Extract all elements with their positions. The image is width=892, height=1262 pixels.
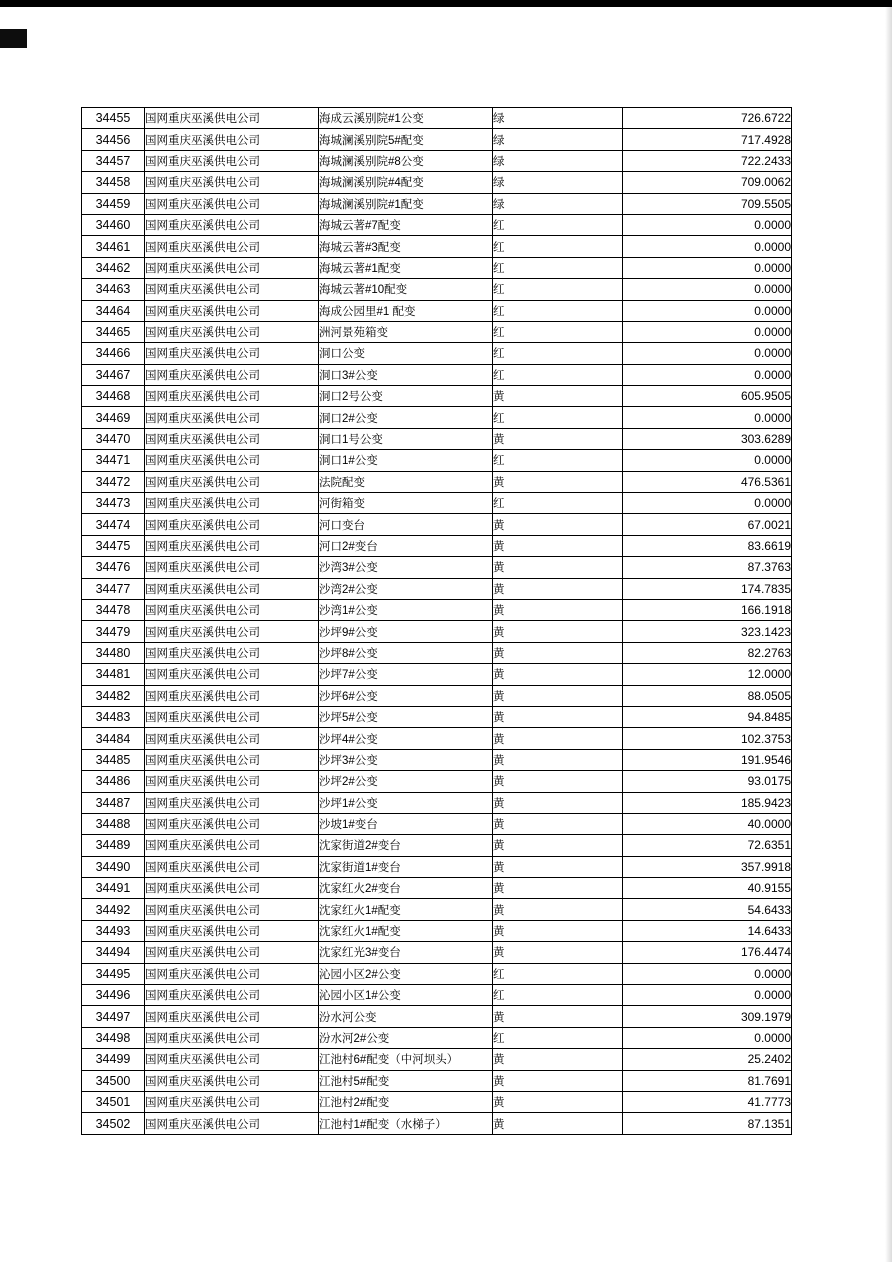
row-id-cell: 34483	[82, 706, 145, 727]
row-id-cell: 34500	[82, 1070, 145, 1091]
table-row	[82, 1070, 792, 1091]
row-id-cell: 34485	[82, 749, 145, 770]
status-color-cell: 红	[493, 364, 623, 385]
station-name-cell: 沈家街道2#变台	[319, 835, 493, 856]
table-row	[82, 749, 792, 770]
company-cell: 国网重庆巫溪供电公司	[145, 749, 319, 770]
table-row	[82, 1113, 792, 1134]
company-cell: 国网重庆巫溪供电公司	[145, 300, 319, 321]
company-cell: 国网重庆巫溪供电公司	[145, 364, 319, 385]
row-id-cell: 34489	[82, 835, 145, 856]
table-row	[82, 920, 792, 941]
company-cell: 国网重庆巫溪供电公司	[145, 257, 319, 278]
status-color-cell: 绿	[493, 172, 623, 193]
table-row	[82, 214, 792, 235]
row-id-cell: 34461	[82, 236, 145, 257]
station-name-cell: 沁园小区1#公变	[319, 985, 493, 1006]
value-cell: 0.0000	[623, 493, 792, 514]
table-row	[82, 343, 792, 364]
station-name-cell: 沙坡1#变台	[319, 813, 493, 834]
table-row	[82, 279, 792, 300]
status-color-cell: 黄	[493, 642, 623, 663]
company-cell: 国网重庆巫溪供电公司	[145, 899, 319, 920]
status-color-cell: 黄	[493, 856, 623, 877]
status-color-cell: 黄	[493, 749, 623, 770]
row-id-cell: 34502	[82, 1113, 145, 1134]
company-cell: 国网重庆巫溪供电公司	[145, 407, 319, 428]
status-color-cell: 红	[493, 407, 623, 428]
top-bar	[0, 0, 892, 7]
value-cell: 88.0505	[623, 685, 792, 706]
table-row	[82, 493, 792, 514]
status-color-cell: 红	[493, 257, 623, 278]
table-row	[82, 899, 792, 920]
status-color-cell: 黄	[493, 685, 623, 706]
row-id-cell: 34462	[82, 257, 145, 278]
value-cell: 0.0000	[623, 1027, 792, 1048]
row-id-cell: 34468	[82, 386, 145, 407]
value-cell: 166.1918	[623, 599, 792, 620]
status-color-cell: 黄	[493, 771, 623, 792]
station-name-cell: 沙湾3#公变	[319, 557, 493, 578]
company-cell: 国网重庆巫溪供电公司	[145, 386, 319, 407]
table-row	[82, 792, 792, 813]
value-cell: 12.0000	[623, 664, 792, 685]
station-name-cell: 河口2#变台	[319, 535, 493, 556]
station-name-cell: 洞口公变	[319, 343, 493, 364]
value-cell: 72.6351	[623, 835, 792, 856]
station-name-cell: 海成公园里#1 配变	[319, 300, 493, 321]
value-cell: 0.0000	[623, 985, 792, 1006]
station-name-cell: 洞口1号公变	[319, 428, 493, 449]
company-cell: 国网重庆巫溪供电公司	[145, 535, 319, 556]
status-color-cell: 黄	[493, 535, 623, 556]
status-color-cell: 黄	[493, 1113, 623, 1134]
status-color-cell: 黄	[493, 728, 623, 749]
station-name-cell: 河口变台	[319, 514, 493, 535]
table-row	[82, 428, 792, 449]
station-name-cell: 沙湾2#公变	[319, 578, 493, 599]
company-cell: 国网重庆巫溪供电公司	[145, 493, 319, 514]
company-cell: 国网重庆巫溪供电公司	[145, 813, 319, 834]
status-color-cell: 黄	[493, 578, 623, 599]
value-cell: 83.6619	[623, 535, 792, 556]
company-cell: 国网重庆巫溪供电公司	[145, 236, 319, 257]
row-id-cell: 34490	[82, 856, 145, 877]
station-name-cell: 洲河景苑箱变	[319, 321, 493, 342]
company-cell: 国网重庆巫溪供电公司	[145, 1027, 319, 1048]
company-cell: 国网重庆巫溪供电公司	[145, 599, 319, 620]
value-cell: 40.9155	[623, 878, 792, 899]
row-id-cell: 34480	[82, 642, 145, 663]
row-id-cell: 34459	[82, 193, 145, 214]
company-cell: 国网重庆巫溪供电公司	[145, 835, 319, 856]
station-name-cell: 沙坪7#公变	[319, 664, 493, 685]
value-cell: 303.6289	[623, 428, 792, 449]
table-row	[82, 621, 792, 642]
table-row	[82, 835, 792, 856]
status-color-cell: 黄	[493, 899, 623, 920]
value-cell: 0.0000	[623, 300, 792, 321]
company-cell: 国网重庆巫溪供电公司	[145, 856, 319, 877]
station-name-cell: 洞口1#公变	[319, 450, 493, 471]
table-row	[82, 856, 792, 877]
station-name-cell: 沙坪2#公变	[319, 771, 493, 792]
station-name-cell: 沈家红光3#变台	[319, 942, 493, 963]
station-name-cell: 沈家红火1#配变	[319, 899, 493, 920]
station-name-cell: 沙坪9#公变	[319, 621, 493, 642]
value-cell: 709.0062	[623, 172, 792, 193]
table-row	[82, 193, 792, 214]
station-name-cell: 海城云著#3配变	[319, 236, 493, 257]
value-cell: 605.9505	[623, 386, 792, 407]
status-color-cell: 黄	[493, 942, 623, 963]
station-name-cell: 沙坪4#公变	[319, 728, 493, 749]
station-name-cell: 汾水河2#公变	[319, 1027, 493, 1048]
row-id-cell: 34497	[82, 1006, 145, 1027]
company-cell: 国网重庆巫溪供电公司	[145, 942, 319, 963]
row-id-cell: 34457	[82, 150, 145, 171]
table-row	[82, 963, 792, 984]
table-row	[82, 706, 792, 727]
table-row	[82, 450, 792, 471]
station-name-cell: 洞口3#公变	[319, 364, 493, 385]
station-name-cell: 海城澜溪别院#1配变	[319, 193, 493, 214]
status-color-cell: 红	[493, 450, 623, 471]
status-color-cell: 黄	[493, 428, 623, 449]
row-id-cell: 34474	[82, 514, 145, 535]
status-color-cell: 黄	[493, 514, 623, 535]
company-cell: 国网重庆巫溪供电公司	[145, 1006, 319, 1027]
row-id-cell: 34458	[82, 172, 145, 193]
table-row	[82, 150, 792, 171]
row-id-cell: 34487	[82, 792, 145, 813]
table-row	[82, 129, 792, 150]
value-cell: 82.2763	[623, 642, 792, 663]
status-color-cell: 黄	[493, 386, 623, 407]
value-cell: 14.6433	[623, 920, 792, 941]
value-cell: 93.0175	[623, 771, 792, 792]
row-id-cell: 34477	[82, 578, 145, 599]
row-id-cell: 34481	[82, 664, 145, 685]
station-name-cell: 江池村6#配变（中河坝头）	[319, 1049, 493, 1070]
status-color-cell: 红	[493, 1027, 623, 1048]
company-cell: 国网重庆巫溪供电公司	[145, 343, 319, 364]
value-cell: 0.0000	[623, 321, 792, 342]
row-id-cell: 34484	[82, 728, 145, 749]
table-row	[82, 985, 792, 1006]
status-color-cell: 绿	[493, 193, 623, 214]
table-row	[82, 878, 792, 899]
company-cell: 国网重庆巫溪供电公司	[145, 172, 319, 193]
table-row	[82, 321, 792, 342]
table-row	[82, 172, 792, 193]
row-id-cell: 34501	[82, 1091, 145, 1112]
value-cell: 0.0000	[623, 450, 792, 471]
status-color-cell: 黄	[493, 835, 623, 856]
row-id-cell: 34463	[82, 279, 145, 300]
value-cell: 94.8485	[623, 706, 792, 727]
company-cell: 国网重庆巫溪供电公司	[145, 792, 319, 813]
value-cell: 54.6433	[623, 899, 792, 920]
row-id-cell: 34496	[82, 985, 145, 1006]
station-name-cell: 沈家红火2#变台	[319, 878, 493, 899]
row-id-cell: 34476	[82, 557, 145, 578]
value-cell: 185.9423	[623, 792, 792, 813]
status-color-cell: 红	[493, 279, 623, 300]
table-row	[82, 685, 792, 706]
station-name-cell: 河街箱变	[319, 493, 493, 514]
status-color-cell: 红	[493, 214, 623, 235]
row-id-cell: 34465	[82, 321, 145, 342]
row-id-cell: 34455	[82, 108, 145, 129]
value-cell: 309.1979	[623, 1006, 792, 1027]
company-cell: 国网重庆巫溪供电公司	[145, 1070, 319, 1091]
value-cell: 40.0000	[623, 813, 792, 834]
row-id-cell: 34471	[82, 450, 145, 471]
value-cell: 174.7835	[623, 578, 792, 599]
company-cell: 国网重庆巫溪供电公司	[145, 621, 319, 642]
status-color-cell: 绿	[493, 150, 623, 171]
table-row	[82, 578, 792, 599]
row-id-cell: 34499	[82, 1049, 145, 1070]
value-cell: 67.0021	[623, 514, 792, 535]
status-color-cell: 红	[493, 985, 623, 1006]
station-name-cell: 沁园小区2#公变	[319, 963, 493, 984]
row-id-cell: 34492	[82, 899, 145, 920]
company-cell: 国网重庆巫溪供电公司	[145, 321, 319, 342]
table-row	[82, 471, 792, 492]
value-cell: 0.0000	[623, 214, 792, 235]
table-body	[82, 108, 792, 1135]
status-color-cell: 黄	[493, 599, 623, 620]
value-cell: 0.0000	[623, 364, 792, 385]
value-cell: 81.7691	[623, 1070, 792, 1091]
company-cell: 国网重庆巫溪供电公司	[145, 214, 319, 235]
status-color-cell: 黄	[493, 1091, 623, 1112]
station-name-cell: 海城云著#7配变	[319, 214, 493, 235]
company-cell: 国网重庆巫溪供电公司	[145, 557, 319, 578]
table-row	[82, 642, 792, 663]
station-name-cell: 沈家红火1#配变	[319, 920, 493, 941]
station-name-cell: 海城云著#1配变	[319, 257, 493, 278]
status-color-cell: 红	[493, 493, 623, 514]
value-cell: 0.0000	[623, 407, 792, 428]
status-color-cell: 红	[493, 963, 623, 984]
value-cell: 726.6722	[623, 108, 792, 129]
status-color-cell: 黄	[493, 706, 623, 727]
data-table	[81, 107, 792, 1135]
station-name-cell: 沙坪3#公变	[319, 749, 493, 770]
table-row	[82, 1091, 792, 1112]
status-color-cell: 黄	[493, 1049, 623, 1070]
company-cell: 国网重庆巫溪供电公司	[145, 728, 319, 749]
status-color-cell: 红	[493, 321, 623, 342]
company-cell: 国网重庆巫溪供电公司	[145, 471, 319, 492]
value-cell: 357.9918	[623, 856, 792, 877]
table-row	[82, 1027, 792, 1048]
value-cell: 176.4474	[623, 942, 792, 963]
station-name-cell: 海城澜溪别院#4配变	[319, 172, 493, 193]
row-id-cell: 34495	[82, 963, 145, 984]
company-cell: 国网重庆巫溪供电公司	[145, 706, 319, 727]
status-color-cell: 红	[493, 236, 623, 257]
table-row	[82, 942, 792, 963]
value-cell: 87.3763	[623, 557, 792, 578]
row-id-cell: 34479	[82, 621, 145, 642]
station-name-cell: 洞口2号公变	[319, 386, 493, 407]
company-cell: 国网重庆巫溪供电公司	[145, 1091, 319, 1112]
company-cell: 国网重庆巫溪供电公司	[145, 685, 319, 706]
status-color-cell: 黄	[493, 557, 623, 578]
status-color-cell: 红	[493, 343, 623, 364]
station-name-cell: 沙坪1#公变	[319, 792, 493, 813]
table-row	[82, 664, 792, 685]
table-row	[82, 300, 792, 321]
table-row	[82, 557, 792, 578]
station-name-cell: 汾水河公变	[319, 1006, 493, 1027]
row-id-cell: 34494	[82, 942, 145, 963]
company-cell: 国网重庆巫溪供电公司	[145, 1113, 319, 1134]
company-cell: 国网重庆巫溪供电公司	[145, 920, 319, 941]
page-edge-shadow	[885, 0, 892, 1262]
table-row	[82, 1006, 792, 1027]
status-color-cell: 绿	[493, 129, 623, 150]
table-row	[82, 813, 792, 834]
company-cell: 国网重庆巫溪供电公司	[145, 279, 319, 300]
station-name-cell: 沙坪6#公变	[319, 685, 493, 706]
table-row	[82, 407, 792, 428]
row-id-cell: 34482	[82, 685, 145, 706]
row-id-cell: 34464	[82, 300, 145, 321]
value-cell: 0.0000	[623, 279, 792, 300]
row-id-cell: 34493	[82, 920, 145, 941]
row-id-cell: 34488	[82, 813, 145, 834]
table-row	[82, 364, 792, 385]
row-id-cell: 34460	[82, 214, 145, 235]
row-id-cell: 34467	[82, 364, 145, 385]
value-cell: 87.1351	[623, 1113, 792, 1134]
station-name-cell: 沙湾1#公变	[319, 599, 493, 620]
station-name-cell: 沈家街道1#变台	[319, 856, 493, 877]
value-cell: 323.1423	[623, 621, 792, 642]
station-name-cell: 海城澜溪别院#8公变	[319, 150, 493, 171]
value-cell: 102.3753	[623, 728, 792, 749]
station-name-cell: 海城澜溪别院5#配变	[319, 129, 493, 150]
status-color-cell: 黄	[493, 1006, 623, 1027]
station-name-cell: 海城云著#10配变	[319, 279, 493, 300]
station-name-cell: 沙坪8#公变	[319, 642, 493, 663]
company-cell: 国网重庆巫溪供电公司	[145, 878, 319, 899]
row-id-cell: 34473	[82, 493, 145, 514]
status-color-cell: 黄	[493, 664, 623, 685]
company-cell: 国网重庆巫溪供电公司	[145, 193, 319, 214]
status-color-cell: 黄	[493, 471, 623, 492]
company-cell: 国网重庆巫溪供电公司	[145, 578, 319, 599]
value-cell: 0.0000	[623, 343, 792, 364]
status-color-cell: 黄	[493, 1070, 623, 1091]
table-row	[82, 728, 792, 749]
row-id-cell: 34491	[82, 878, 145, 899]
company-cell: 国网重庆巫溪供电公司	[145, 108, 319, 129]
row-id-cell: 34478	[82, 599, 145, 620]
station-name-cell: 江池村1#配变（水梯子）	[319, 1113, 493, 1134]
table-row	[82, 514, 792, 535]
company-cell: 国网重庆巫溪供电公司	[145, 150, 319, 171]
row-id-cell: 34498	[82, 1027, 145, 1048]
row-id-cell: 34472	[82, 471, 145, 492]
value-cell: 191.9546	[623, 749, 792, 770]
company-cell: 国网重庆巫溪供电公司	[145, 664, 319, 685]
table-row	[82, 257, 792, 278]
status-color-cell: 黄	[493, 920, 623, 941]
status-color-cell: 黄	[493, 878, 623, 899]
station-name-cell: 江池村5#配变	[319, 1070, 493, 1091]
value-cell: 476.5361	[623, 471, 792, 492]
row-id-cell: 34475	[82, 535, 145, 556]
row-id-cell: 34466	[82, 343, 145, 364]
company-cell: 国网重庆巫溪供电公司	[145, 428, 319, 449]
table-row	[82, 535, 792, 556]
value-cell: 41.7773	[623, 1091, 792, 1112]
status-color-cell: 红	[493, 300, 623, 321]
row-id-cell: 34486	[82, 771, 145, 792]
table-row	[82, 771, 792, 792]
table-row	[82, 1049, 792, 1070]
table-row	[82, 599, 792, 620]
table-row	[82, 236, 792, 257]
company-cell: 国网重庆巫溪供电公司	[145, 771, 319, 792]
table-row	[82, 386, 792, 407]
company-cell: 国网重庆巫溪供电公司	[145, 963, 319, 984]
status-color-cell: 绿	[493, 108, 623, 129]
station-name-cell: 海成云溪别院#1公变	[319, 108, 493, 129]
company-cell: 国网重庆巫溪供电公司	[145, 1049, 319, 1070]
company-cell: 国网重庆巫溪供电公司	[145, 514, 319, 535]
station-name-cell: 江池村2#配变	[319, 1091, 493, 1112]
table-row	[82, 108, 792, 129]
value-cell: 717.4928	[623, 129, 792, 150]
status-color-cell: 黄	[493, 813, 623, 834]
value-cell: 709.5505	[623, 193, 792, 214]
station-name-cell: 沙坪5#公变	[319, 706, 493, 727]
corner-mark	[0, 29, 27, 48]
value-cell: 0.0000	[623, 963, 792, 984]
row-id-cell: 34456	[82, 129, 145, 150]
company-cell: 国网重庆巫溪供电公司	[145, 985, 319, 1006]
station-name-cell: 法院配变	[319, 471, 493, 492]
company-cell: 国网重庆巫溪供电公司	[145, 642, 319, 663]
row-id-cell: 34470	[82, 428, 145, 449]
status-color-cell: 黄	[493, 621, 623, 642]
value-cell: 25.2402	[623, 1049, 792, 1070]
value-cell: 722.2433	[623, 150, 792, 171]
value-cell: 0.0000	[623, 257, 792, 278]
company-cell: 国网重庆巫溪供电公司	[145, 129, 319, 150]
status-color-cell: 黄	[493, 792, 623, 813]
station-name-cell: 洞口2#公变	[319, 407, 493, 428]
value-cell: 0.0000	[623, 236, 792, 257]
row-id-cell: 34469	[82, 407, 145, 428]
company-cell: 国网重庆巫溪供电公司	[145, 450, 319, 471]
